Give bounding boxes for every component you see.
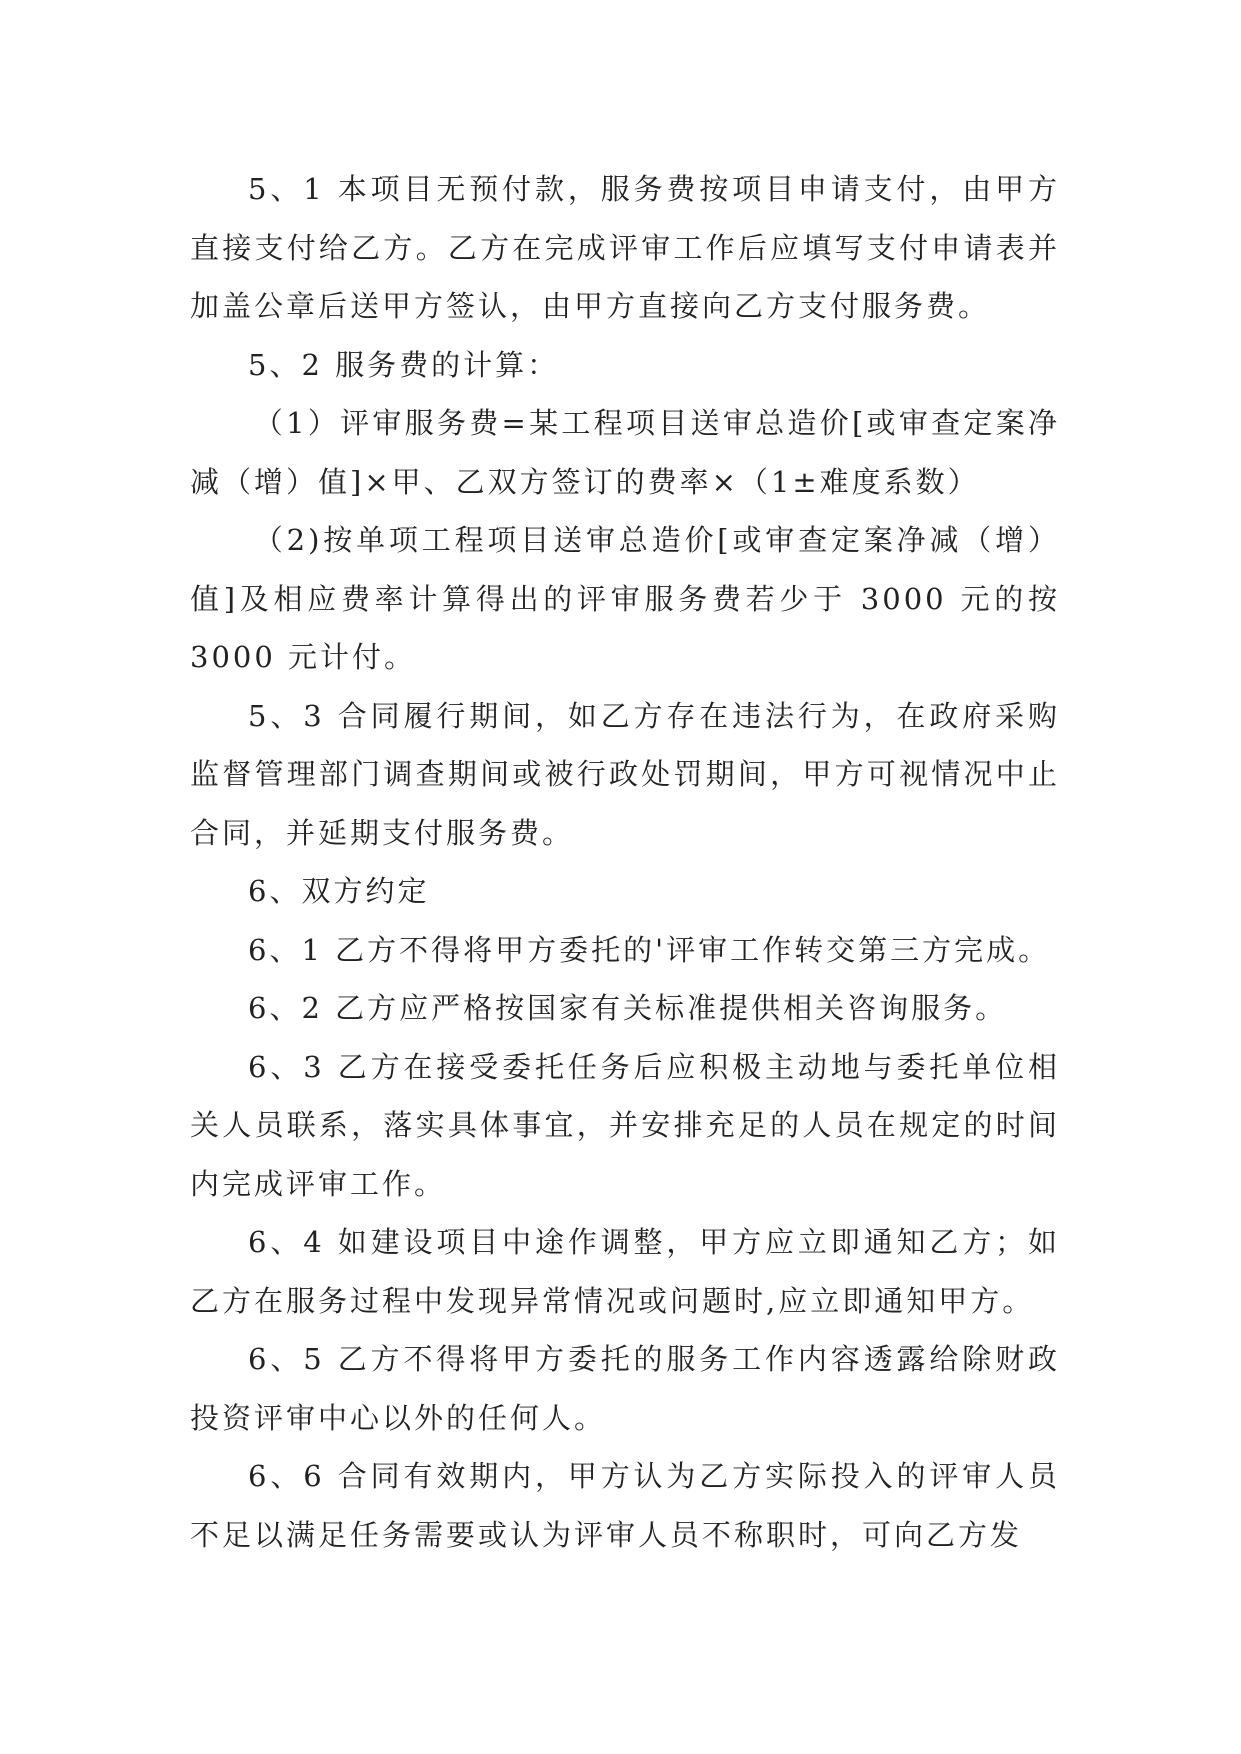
- document-body: [190, 160, 1060, 1564]
- paragraph-6-5: 6、5 乙方不得将甲方委托的服务工作内容透露给除财政投资评审中心以外的任何人。: [190, 1342, 1060, 1435]
- paragraph-6-2: 6、2 乙方应严格按国家有关标准提供相关咨询服务。: [248, 991, 1008, 1025]
- paragraph-5-2-item-1: （1）评审服务费=某工程项目送审总造价[或审查定案净减（增）值]×甲、乙双方签订的费率×（1±难度系数）: [190, 406, 1060, 499]
- paragraph-5-1: 5、1 本项目无预付款，服务费按项目申请支付，由甲方直接支付给乙方。乙方在完成评审工作后应填写支付申请表并加盖公章后送甲方签认，由甲方直接向乙方支付服务费。: [190, 172, 1060, 323]
- paragraph-6-3: 6、3 乙方在接受委托任务后应积极主动地与委托单位相关人员联系，落实具体事宜，并安排充足的人员在规定的时间内完成评审工作。: [190, 1049, 1060, 1201]
- paragraph-5-2-item-2: （2)按单项工程项目送审总造价[或审查定案净减（增）值]及相应费率计算得出的评审服务费若少于 3000 元的按 3000 元计付。: [190, 523, 1060, 674]
- paragraph-6-1: 6、1 乙方不得将甲方委托的'评审工作转交第三方完成。: [248, 932, 1051, 967]
- paragraph-5-2: 5、2 服务费的计算：: [248, 347, 560, 382]
- paragraph-5-3: 5、3 合同履行期间，如乙方存在违法行为，在政府采购监督管理部门调查期间或被行政处罚期间，甲方可视情况中止合同，并延期支付服务费。: [190, 698, 1060, 850]
- paragraph-6-heading: 6、双方约定: [248, 874, 430, 908]
- paragraph-6-6: 6、6 合同有效期内，甲方认为乙方实际投入的评审人员不足以满足任务需要或认为评审人员不称职时，可向乙方发: [190, 1459, 1060, 1552]
- paragraph-6-4: 6、4 如建设项目中途作调整，甲方应立即通知乙方；如乙方在服务过程中发现异常情况或问题时,应立即通知甲方。: [190, 1225, 1060, 1318]
